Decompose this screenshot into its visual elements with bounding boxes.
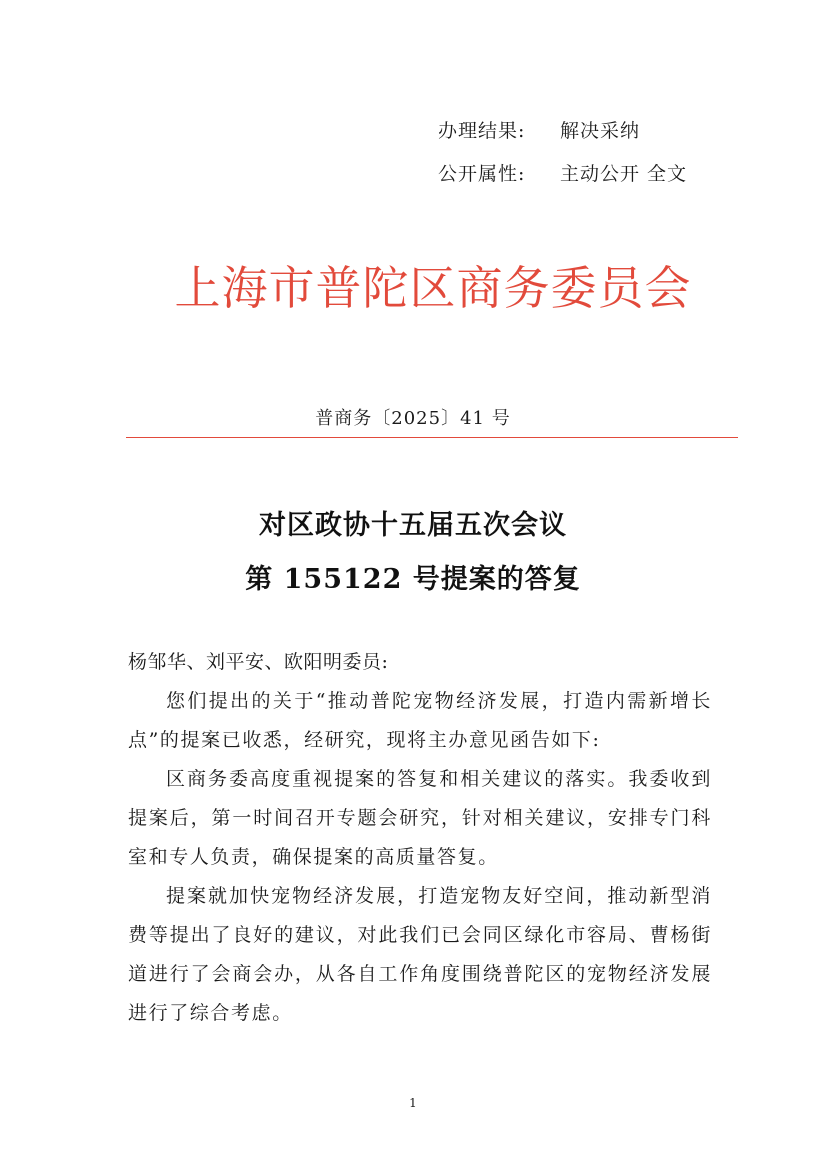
document-number: 普商务〔2025〕41 号 [315,408,511,429]
red-divider [126,437,738,438]
disclosure-attribute-label: 公开属性: [438,163,526,185]
handling-result-label: 办理结果: [438,120,526,142]
page-number: 1 [409,1096,417,1110]
body-paragraph: 区商务委高度重视提案的答复和相关建议的落实。我委收到提案后，第一时间召开专题会研究，针对相关建议，安排专门科室和专人负责，确保提案的高质量答复。 [128,768,712,868]
handling-result-value: 解决采纳 [560,120,641,142]
handling-result [438,116,640,143]
disclosure-attribute [438,159,687,186]
body-paragraph: 您们提出的关于“推动普陀宠物经济发展，打造内需新增长点”的提案已收悉，经研究，现将主办意见函告如下: [128,690,712,751]
issuing-organization: 上海市普陀区商务委员会 [174,261,692,315]
document-body [128,643,712,1033]
salutation: 杨邹华、刘平安、欧阳明委员: [128,651,389,673]
document-title-line-2: 第 155122 号提案的答复 [245,564,581,595]
body-paragraph: 提案就加快宠物经济发展，打造宠物友好空间，推动新型消费等提出了良好的建议，对此我们已会同区绿化市容局、曹杨街道进行了会商会办，从各自工作角度围绕普陀区的宠物经济发展进行了综合考虑。 [128,885,712,1024]
document-title-line-1: 对区政协十五届五次会议 [259,510,567,541]
disclosure-attribute-value: 主动公开 全文 [560,163,688,185]
